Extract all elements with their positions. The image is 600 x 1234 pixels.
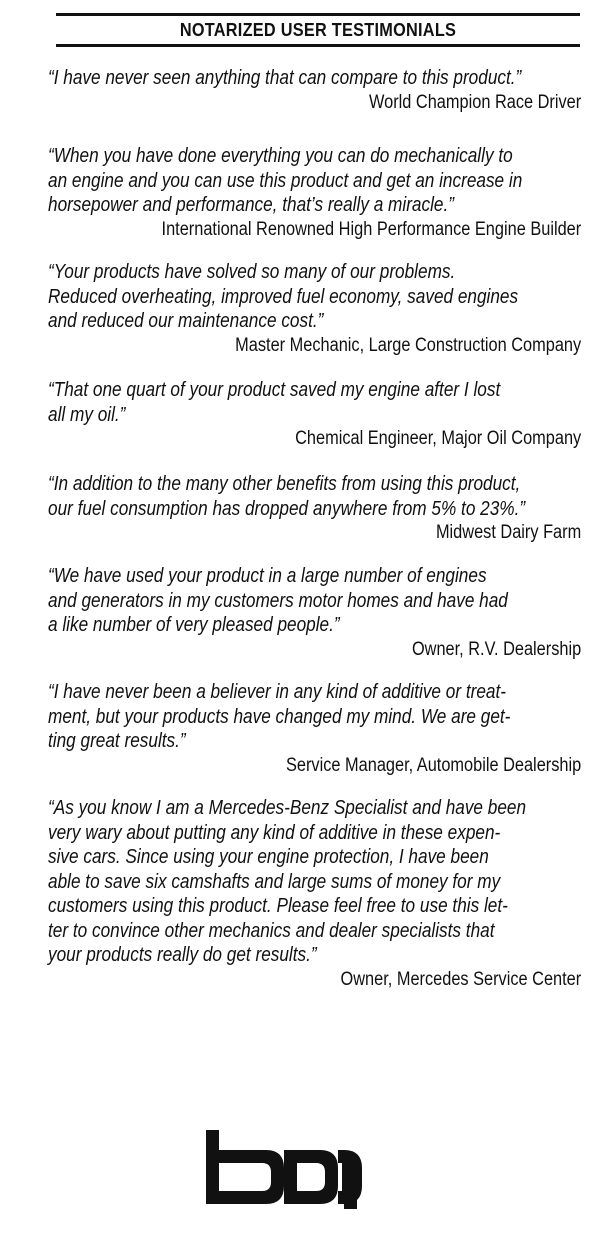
testimonial-quote: “That one quart of your product saved my engine after I lost all my oil.” — [48, 379, 501, 426]
testimonial-6 — [48, 564, 588, 662]
testimonial-quote: “In addition to the many other benefits from using this product, our fuel consumption has dropped anywhere from 5% to 23%.” — [48, 473, 526, 520]
testimonial-5 — [48, 472, 588, 545]
testimonial-quote: “I have never seen anything that can compare to this product.” — [48, 67, 522, 89]
testimonial-quote: “Your products have solved so many of our problems. Reduced overheating, improved fuel economy, saved engines and reduced our maintenance cost.” — [48, 261, 519, 332]
testimonial-quote: “As you know I am a Mercedes-Benz Specialist and have been very wary about putting any kind of additive in these expen- sive cars. Since using your engine protection, I have been able to save six camshafts and large sums of money for my customers using this product. Please feel free to use this let- ter to convince other mechanics and dealer specialists that your products really do get results.” — [48, 797, 527, 966]
testimonial-attribution: Midwest Dairy Farm — [435, 522, 582, 543]
bop-logo-icon — [0, 1122, 600, 1212]
page-title: NOTARIZED USER TESTIMONIALS — [179, 19, 457, 40]
testimonial-attribution: Service Manager, Automobile Dealership — [286, 754, 582, 776]
testimonial-1 — [48, 66, 588, 115]
testimonial-attribution: Owner, R.V. Dealership — [411, 638, 582, 660]
testimonial-quote: “I have never been a believer in any kind of additive or treat- ment, but your products have changed my mind. We are get- ting great results.” — [48, 681, 511, 752]
bop-logo-svg — [0, 1122, 600, 1212]
testimonial-attribution: International Renowned High Performance Engine Builder — [161, 218, 582, 240]
testimonial-attribution: Owner, Mercedes Service Center — [340, 968, 582, 990]
testimonial-4 — [48, 378, 588, 451]
testimonial-2 — [48, 144, 588, 242]
testimonial-attribution: Master Mechanic, Large Construction Company — [235, 334, 582, 356]
testimonial-7 — [48, 680, 588, 778]
testimonial-quote: “We have used your product in a large number of engines and generators in my customers motor homes and have had a like number of very pleased people.” — [48, 565, 508, 636]
heading-bottom-rule — [56, 44, 580, 47]
testimonial-attribution: Chemical Engineer, Major Oil Company — [295, 428, 582, 449]
testimonial-8 — [48, 796, 588, 992]
testimonial-attribution: World Champion Race Driver — [369, 91, 582, 113]
heading-top-rule — [56, 13, 580, 16]
testimonial-quote: “When you have done everything you can do mechanically to an engine and you can use this product and get an increase in horsepower and performance, that’s really a miracle.” — [48, 145, 523, 216]
testimonial-3 — [48, 260, 588, 358]
